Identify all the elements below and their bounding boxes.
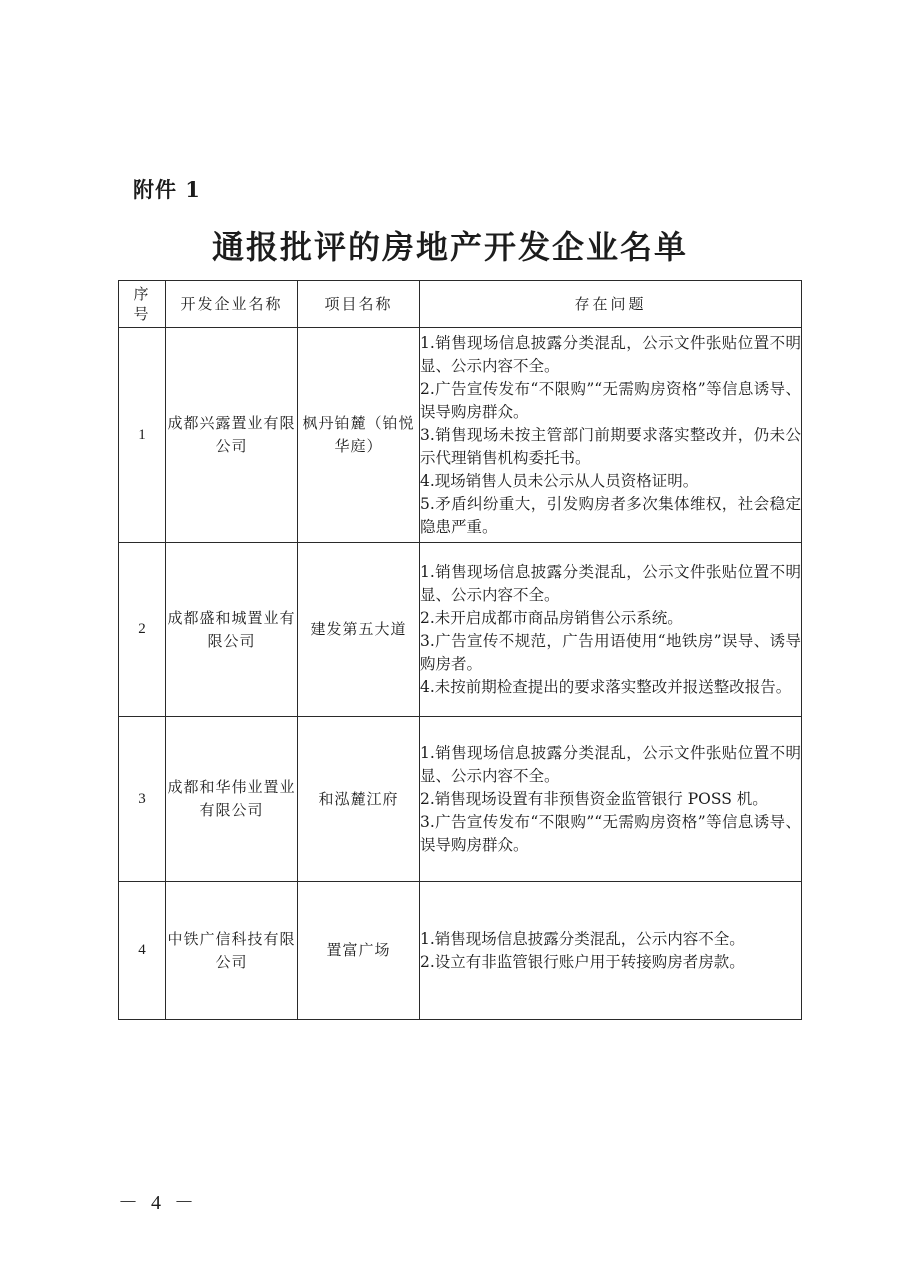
issues-cell: [420, 717, 802, 882]
header-project: 项目名称: [298, 281, 420, 328]
developer-name: 成都兴露置业有限公司: [166, 328, 298, 543]
developer-name: 中铁广信科技有限公司: [166, 882, 298, 1020]
issues-cell: [420, 882, 802, 1020]
attachment-label: 附件 1: [133, 177, 201, 202]
issue-item: 2.未开启成都市商品房销售公示系统。: [420, 608, 683, 627]
issue-item: 1.销售现场信息披露分类混乱，公示文件张贴位置不明显、公示内容不全。: [420, 562, 801, 604]
project-name: 和泓麓江府: [298, 717, 420, 882]
table-header-row: [119, 281, 802, 328]
table-row: [119, 328, 802, 543]
header-developer: 开发企业名称: [166, 281, 298, 328]
issue-item: 3.广告宣传发布“不限购”“无需购房资格”等信息诱导、误导购房群众。: [420, 812, 801, 854]
criticized-developers-table: [118, 280, 802, 1020]
issue-item: 2.设立有非监管银行账户用于转接购房者房款。: [420, 952, 745, 971]
issue-item: 1.销售现场信息披露分类混乱，公示内容不全。: [420, 929, 745, 948]
issue-item: 4.未按前期检查提出的要求落实整改并报送整改报告。: [420, 677, 792, 696]
row-number: 4: [119, 882, 166, 1020]
page-number: － 4 －: [118, 1192, 198, 1214]
issue-item: 1.销售现场信息披露分类混乱，公示文件张贴位置不明显、公示内容不全。: [420, 333, 801, 375]
header-no: 序号: [119, 281, 166, 328]
project-name: 枫丹铂麓（铂悦华庭）: [298, 328, 420, 543]
developer-name: 成都和华伟业置业有限公司: [166, 717, 298, 882]
issue-item: 1.销售现场信息披露分类混乱，公示文件张贴位置不明显、公示内容不全。: [420, 743, 801, 785]
issue-item: 3.销售现场未按主管部门前期要求落实整改并，仍未公示代理销售机构委托书。: [420, 425, 801, 467]
issue-item: 3.广告宣传不规范，广告用语使用“地铁房”误导、诱导购房者。: [420, 631, 801, 673]
row-number: 1: [119, 328, 166, 543]
issues-cell: [420, 328, 802, 543]
project-name: 建发第五大道: [298, 543, 420, 717]
developer-name: 成都盛和城置业有限公司: [166, 543, 298, 717]
issue-item: 5.矛盾纠纷重大，引发购房者多次集体维权，社会稳定隐患严重。: [420, 494, 801, 536]
row-number: 2: [119, 543, 166, 717]
table-row: [119, 543, 802, 717]
issue-item: 4.现场销售人员未公示从人员资格证明。: [420, 471, 699, 490]
page-title: 通报批评的房地产开发企业名单: [211, 228, 688, 266]
table-row: [119, 882, 802, 1020]
header-issues: 存在问题: [420, 281, 802, 328]
issues-cell: [420, 543, 802, 717]
table-row: [119, 717, 802, 882]
issue-item: 2.销售现场设置有非预售资金监管银行 POSS 机。: [420, 789, 768, 808]
issue-item: 2.广告宣传发布“不限购”“无需购房资格”等信息诱导、误导购房群众。: [420, 379, 801, 421]
row-number: 3: [119, 717, 166, 882]
project-name: 置富广场: [298, 882, 420, 1020]
